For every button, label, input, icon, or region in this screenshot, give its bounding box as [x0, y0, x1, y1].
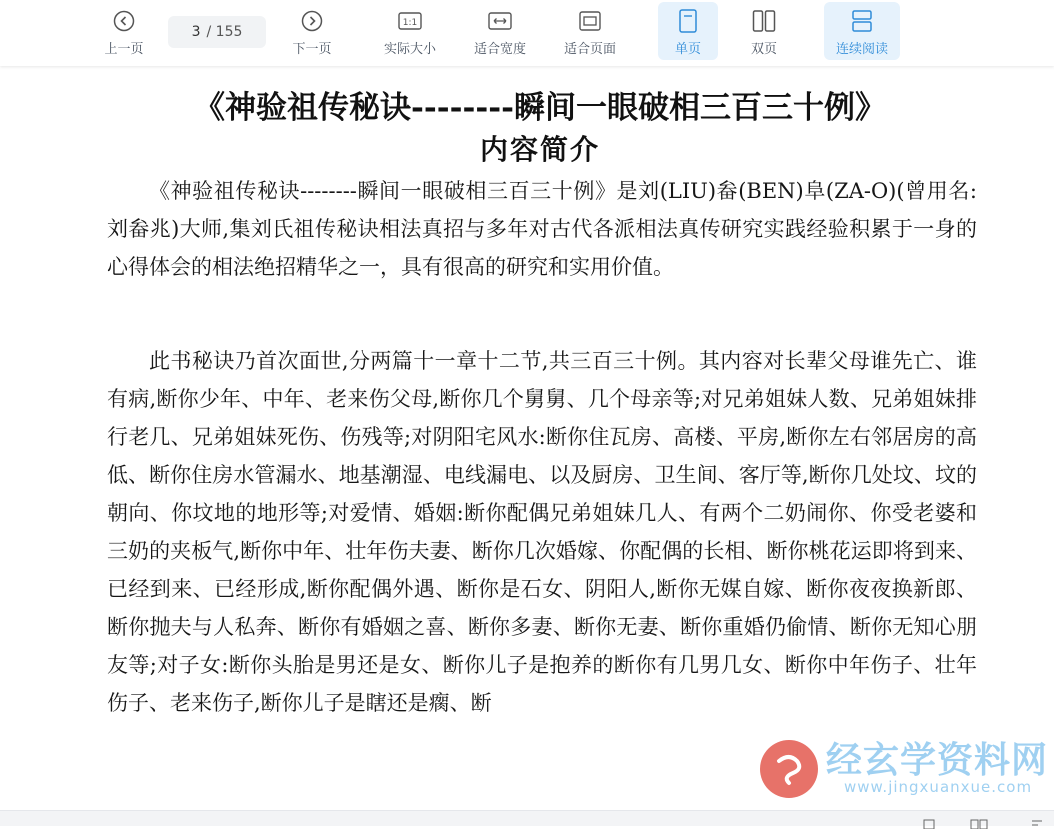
document-page — [0, 66, 1054, 810]
double-page-icon — [752, 6, 776, 36]
document-subtitle: 内容简介 — [479, 133, 600, 166]
continuous-reading-button[interactable] — [824, 2, 900, 60]
actual-size-label: 实际大小 — [383, 42, 436, 57]
next-page-label: 下一页 — [292, 42, 332, 57]
reader-toolbar — [0, 0, 1054, 66]
fit-page-label: 适合页面 — [563, 42, 616, 57]
single-page-icon — [678, 6, 698, 36]
chevron-right-icon — [301, 6, 323, 36]
continuous-reading-label: 连续阅读 — [835, 42, 888, 57]
fit-width-icon — [488, 6, 512, 36]
document-title: 《神验祖传秘诀--------瞬间一眼破相三百三十例》 — [194, 90, 886, 126]
actual-size-button[interactable] — [374, 2, 446, 60]
chevron-left-icon — [113, 6, 135, 36]
total-pages: / 155 — [206, 24, 243, 40]
current-page[interactable]: 3 — [191, 24, 201, 40]
prev-page-button[interactable] — [96, 2, 152, 60]
fit-width-label: 适合宽度 — [473, 42, 526, 57]
scroll-view-icon[interactable] — [1030, 814, 1044, 833]
watermark-url: www.jingxuanxue.com — [844, 778, 1033, 796]
double-page-button[interactable] — [734, 2, 794, 60]
fit-width-button[interactable] — [464, 2, 536, 60]
status-bar — [0, 810, 1054, 826]
continuous-reading-icon — [850, 6, 874, 36]
double-view-icon[interactable] — [970, 814, 988, 833]
page-view-icon[interactable] — [922, 814, 936, 833]
paragraph-intro: 《神验祖传秘诀--------瞬间一眼破相三百三十例》是刘(LIU)畚(BEN)阜(ZA-O)(曾用名:刘畚兆)大师,集刘氏祖传秘诀相法真招与多年对古代各派相法真传研究实践经验积累于一身的心得体会的相法绝招精华之一，具有很高的研究和实用价值。 — [107, 179, 977, 279]
fit-page-button[interactable] — [554, 2, 626, 60]
paragraph-contents: 此书秘诀乃首次面世,分两篇十一章十二节,共三百三十例。其内容对长辈父母谁先亡、谁有病,断你少年、中年、老来伤父母,断你几个舅舅、几个母亲等;对兄弟姐妹人数、兄弟姐妹排行老几、兄弟姐妹死伤、伤残等;对阴阳宅风水:断你住瓦房、高楼、平房,断你左右邻居房的高低、断你住房水管漏水、地基潮湿、电线漏电、以及厨房、卫生间、客厅等,断你几处坟、坟的朝向、你坟地的地形等;对爱情、婚姻:断你配偶兄弟姐妹几人、有两个二奶闹你、你受老婆和三奶的夹板气,断你中年、壮年伤夫妻、断你几次婚嫁、你配偶的长相、断你桃花运即将到来、已经到来、已经形成,断你配偶外遇、断你是石女、阴阳人,断你无媒自嫁、断你夜夜换新郎、断你抛夫与人私奔、断你有婚姻之喜、断你多妻、断你无妻、断你重婚仍偷情、断你无知心朋友等;对子女:断你头胎是男还是女、断你儿子是抱养的断你有几男几女、断你中年伤子、壮年伤子、老来伤子,断你儿子是瞎还是瘸、断 — [107, 349, 977, 715]
svg-text:1:1: 1:1 — [402, 18, 418, 28]
watermark — [760, 732, 1049, 804]
double-page-label: 双页 — [750, 42, 777, 57]
watermark-text: 经玄学资料网 — [826, 740, 1049, 781]
actual-size-icon — [398, 6, 422, 36]
page-number-input[interactable] — [168, 16, 266, 48]
single-page-label: 单页 — [674, 42, 701, 57]
watermark-logo-icon — [760, 740, 818, 798]
prev-page-label: 上一页 — [104, 42, 144, 57]
next-page-button[interactable] — [284, 2, 340, 60]
single-page-button[interactable] — [658, 2, 718, 60]
fit-page-icon — [578, 6, 602, 36]
